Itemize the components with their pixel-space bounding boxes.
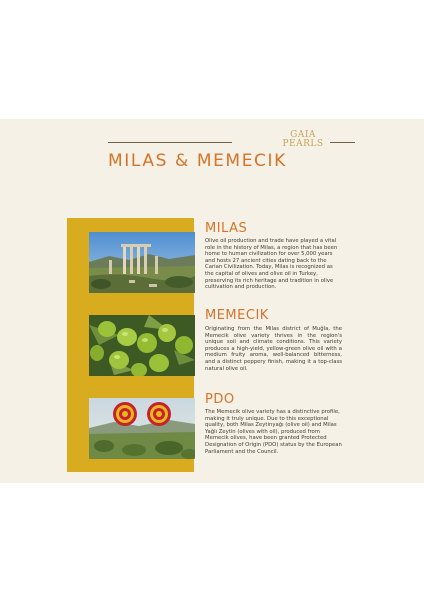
pdo-seal-icon bbox=[147, 402, 171, 426]
brand-logo bbox=[281, 131, 325, 149]
ancient-ruins-photo bbox=[89, 232, 195, 293]
pdo-seal-icon bbox=[113, 402, 137, 426]
section-title-memecik: MEMECIK bbox=[205, 308, 269, 323]
divider-right bbox=[330, 142, 355, 143]
page-title: MILAS & MEMECIK bbox=[108, 151, 287, 171]
pdo-seals-landscape-photo bbox=[89, 398, 195, 459]
section-title-milas: MILAS bbox=[205, 221, 248, 236]
section-body-milas: Olive oil production and trade have played a vital role in the history of Milas, a region that has been home to human civilization for over 5,000 years and hosts 27 ancient cities dating back to the Carian Civilization. Today, Milas is recognized as the capital of olives and olive oil in Turkey, preserving its rich heritage and tradition in olive cultivation and production. bbox=[205, 238, 338, 291]
divider-left bbox=[108, 142, 232, 143]
green-olives-photo bbox=[89, 315, 195, 376]
logo-line-1: GAIA bbox=[290, 130, 316, 140]
section-body-memecik: Originating from the Milas district of Muğla, the Memecik olive variety thrives in the region's unique soil and climate conditions. This variety produces a high-yield, yellow-green olive oil with a medium fruity aroma, well-balanced bitterness, and a distinct peppery finish, making it a top-class natural olive oil. bbox=[205, 326, 342, 372]
logo-line-2: PEARLS bbox=[282, 139, 324, 149]
section-title-pdo: PDO bbox=[205, 392, 235, 407]
section-body-pdo: The Memecik olive variety has a distinctive profile, making it truly unique. Due to this exceptional quality, both Milas Zeytinyağı (olive oil) and Milas Yağlı Zeytin (olives with oil), produced from Memecik olives, have been granted Protected Designation of Origin (PDO) status by the European Parliament and the Council. bbox=[205, 409, 342, 455]
